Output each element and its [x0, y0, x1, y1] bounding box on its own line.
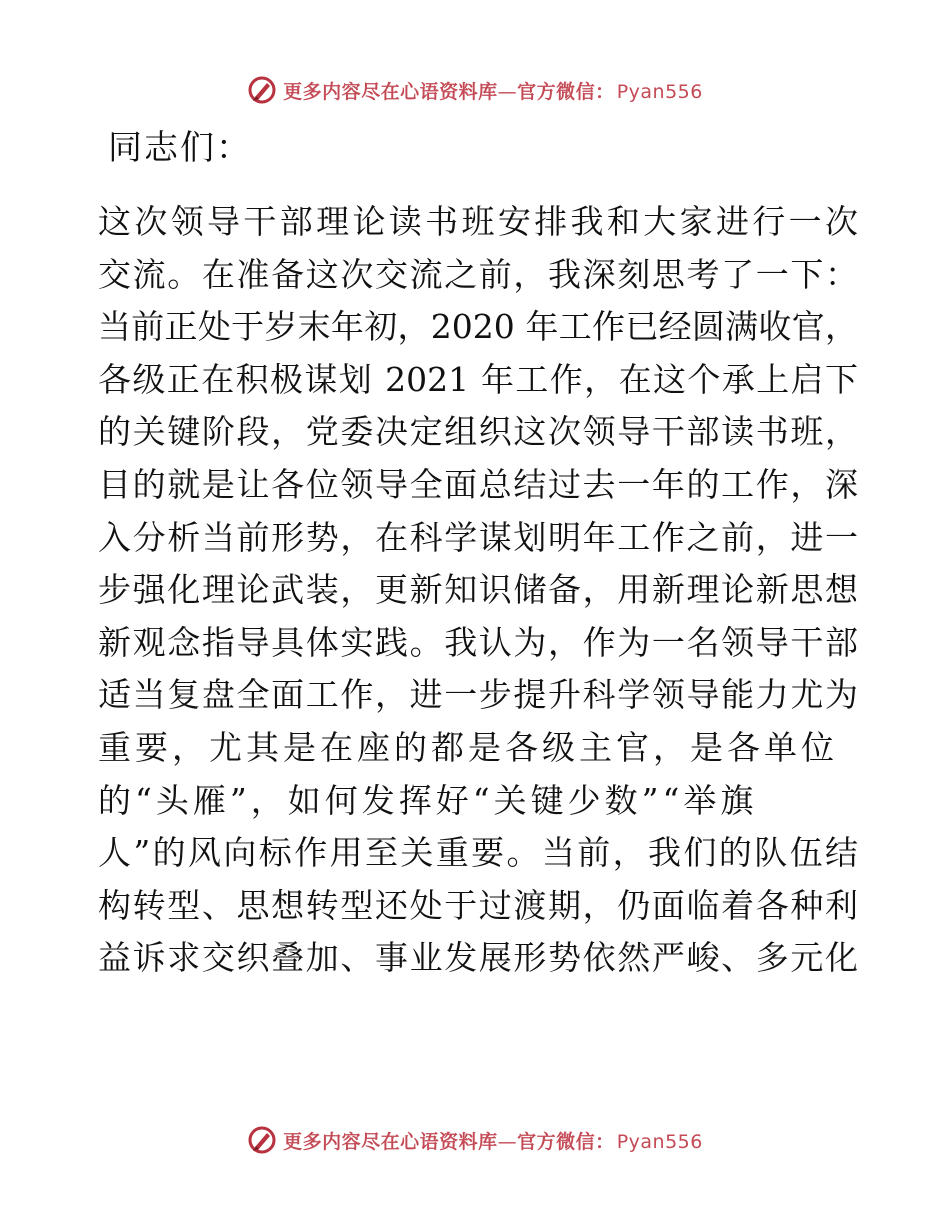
text-line: 的“头雁”，如何发挥好“关键少数”“举旗 [98, 780, 758, 820]
text-line: 益诉求交织叠加、事业发展形势依然严峻、多元化 [98, 938, 858, 978]
text-line: 当前正处于岁末年初，2020 年工作已经圆满收官， [98, 307, 858, 347]
watermark-text [283, 1127, 703, 1154]
text-line: 人”的风向标作用至关重要。当前，我们的队伍结 [98, 833, 858, 873]
greeting: 同志们： [108, 128, 252, 168]
pen-logo-icon [247, 75, 277, 105]
watermark-wechat-id: Pyan556 [616, 80, 703, 103]
watermark-main: 更多内容尽在心语资料库 [283, 1130, 498, 1153]
text-line: 步强化理论武装，更新知识储备，用新理论新思想 [98, 570, 858, 610]
pen-logo-icon [247, 1125, 277, 1155]
watermark-text [283, 77, 703, 104]
watermark-dash: — [497, 80, 518, 103]
text-line: 这次领导干部理论读书班安排我和大家进行一次 [98, 202, 858, 241]
text-line: 重要，尤其是在座的都是各级主官，是各单位 [98, 727, 838, 767]
watermark-main: 更多内容尽在心语资料库 [283, 80, 498, 103]
text-line: 构转型、思想转型还处于过渡期，仍面临着各种利 [98, 885, 858, 925]
header-watermark [0, 70, 950, 110]
text-line: 新观念指导具体实践。我认为，作为一名领导干部 [98, 622, 858, 662]
text-line: 适当复盘全面工作，进一步提升科学领导能力尤为 [98, 675, 858, 715]
watermark-sub: 官方微信： [517, 1130, 615, 1153]
watermark-dash: — [497, 1130, 518, 1153]
text-line: 各级正在积极谋划 2021 年工作，在这个承上启下 [98, 359, 858, 399]
text-line: 目的就是让各位领导全面总结过去一年的工作，深 [98, 464, 858, 504]
text-line: 的关键阶段，党委决定组织这次领导干部读书班， [98, 412, 858, 452]
text-line: 入分析当前形势，在科学谋划明年工作之前，进一 [98, 517, 858, 557]
document-body [98, 196, 858, 985]
footer-watermark [0, 1120, 950, 1160]
watermark-wechat-id: Pyan556 [616, 1130, 703, 1153]
text-line: 交流。在准备这次交流之前，我深刻思考了一下： [98, 254, 858, 294]
watermark-sub: 官方微信： [517, 80, 615, 103]
